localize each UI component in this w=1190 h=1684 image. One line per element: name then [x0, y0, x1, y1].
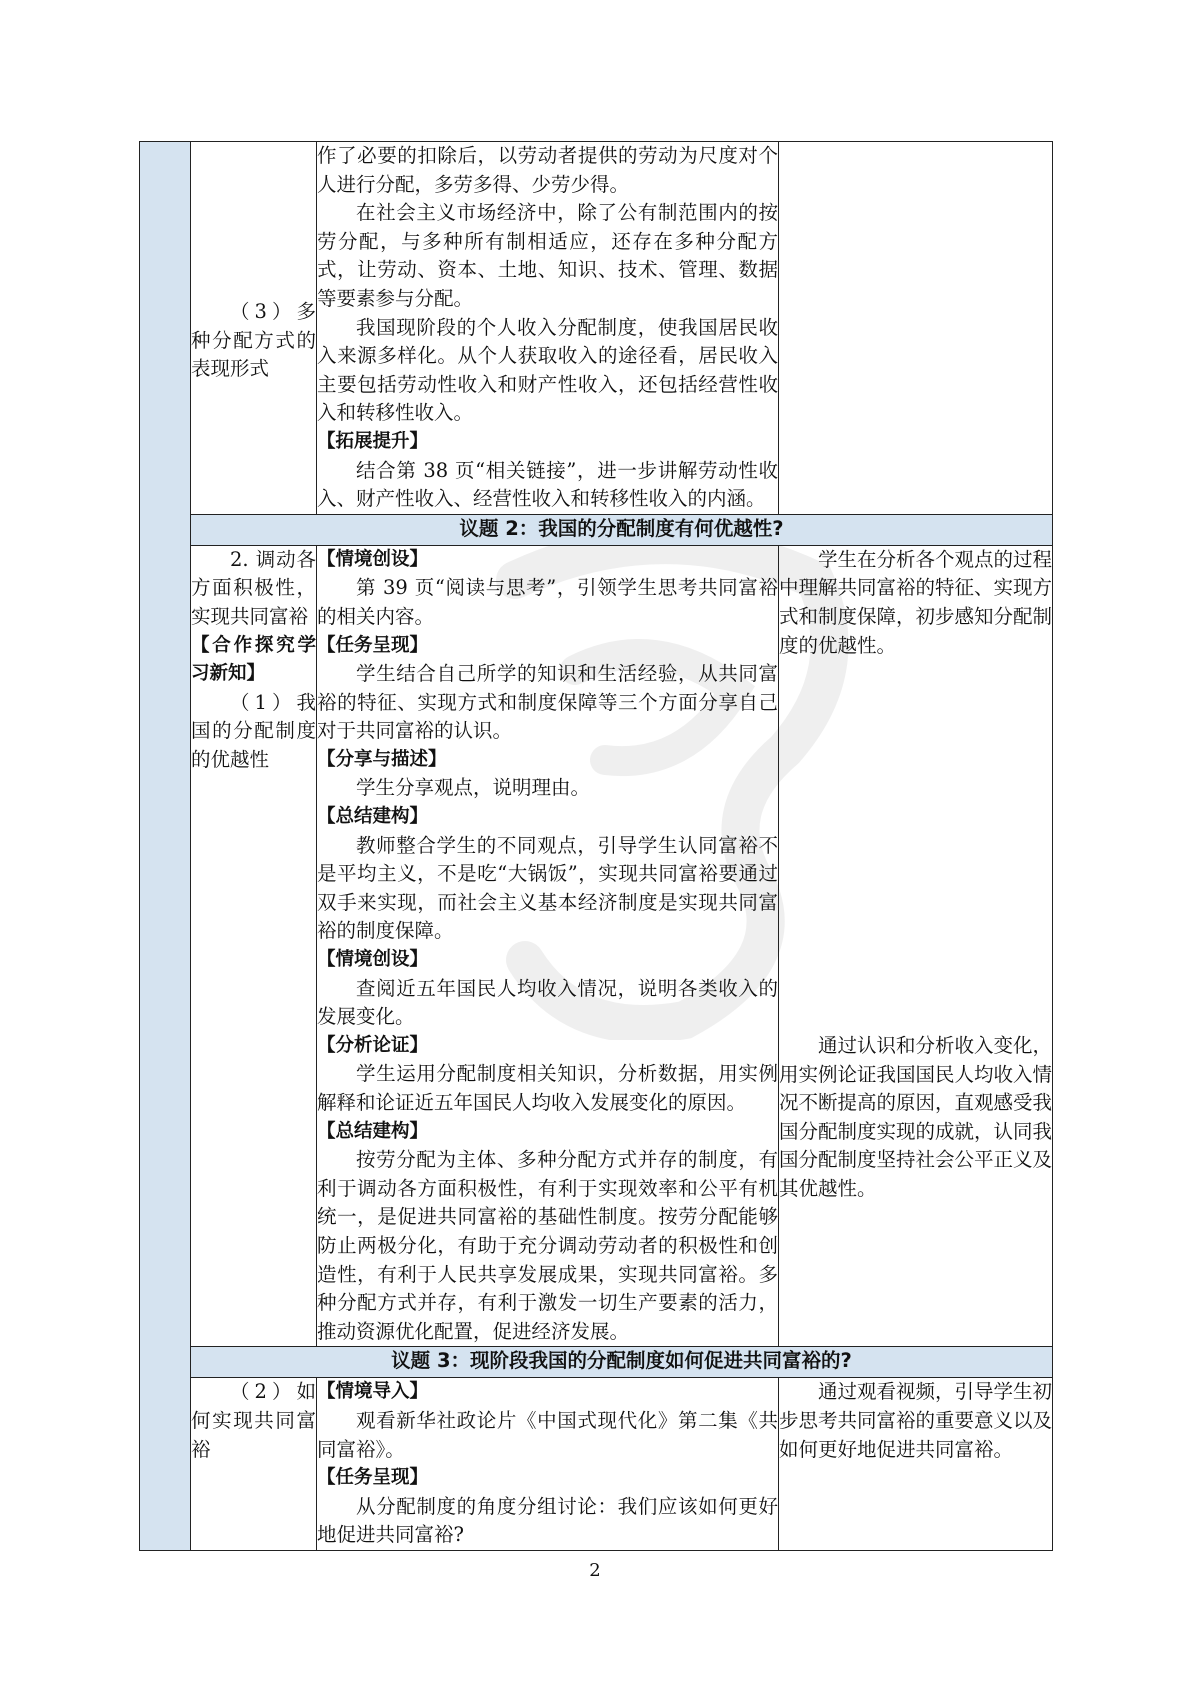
- lesson-plan-table: [139, 141, 1053, 1551]
- paragraph: 第 39 页“阅读与思考”，引领学生思考共同富裕的相关内容。: [317, 576, 778, 628]
- paragraph: 在社会主义市场经济中，除了公有制范围内的按劳分配，与多种所有制相适应，还存在多种分配方式，让劳动、资本、土地、知识、技术、管理、数据等要素参与分配。: [317, 201, 778, 310]
- paragraph: 按劳分配为主体、多种分配方式并存的制度，有利于调动各方面积极性，有利于实现效率和公平有机统一，是促进共同富裕的基础性制度。按劳分配能够防止两极分化，有助于充分调动劳动者的积极性和创造性，有利于人民共享发展成果，实现共同富裕。多种分配方式并存，有利于激发一切生产要素的活力，推动资源优化配置，促进经济发展。: [317, 1148, 778, 1343]
- topic-band-2: 议题 2：我国的分配制度有何优越性?: [191, 514, 1053, 545]
- paragraph: 学生分享观点，说明理由。: [356, 776, 591, 800]
- paragraph: 结合第 38 页“相关链接”，进一步讲解劳动性收入、财产性收入、经营性收入和转移性收入的内涵。: [317, 458, 778, 511]
- topic-band-3: 议题 3：现阶段我国的分配制度如何促进共同富裕的?: [191, 1347, 1053, 1378]
- intent-cell: [779, 142, 1053, 515]
- paragraph: 作了必要的扣除后，以劳动者提供的劳动为尺度对个人进行分配，多劳多得、少劳少得。: [317, 144, 778, 196]
- page-number: 2: [589, 1560, 601, 1581]
- intent-text: 学生在分析各个观点的过程中理解共同富裕的特征、实现方式和制度保障，初步感知分配制度的优越性。: [779, 547, 1053, 657]
- section-heading: 【总结建构】: [317, 1120, 429, 1142]
- intent-cell: [779, 1378, 1053, 1551]
- paragraph: 查阅近五年国民人均收入情况，说明各类收入的发展变化。: [317, 976, 778, 1029]
- section-heading: 【任务呈现】: [317, 1467, 429, 1489]
- section-heading: 【情境创设】: [317, 949, 429, 971]
- activity-cell: [317, 1378, 779, 1551]
- section-heading: 【任务呈现】: [317, 634, 429, 656]
- topic-label-bold: 【合作探究学习新知】: [191, 634, 316, 685]
- topic-label: （3）多种分配方式的表现形式: [191, 300, 316, 381]
- section-heading: 【总结建构】: [317, 806, 429, 828]
- section-heading: 【分析论证】: [317, 1034, 429, 1056]
- section-heading: 【分享与描述】: [317, 748, 447, 770]
- paragraph: 从分配制度的角度分组讨论：我们应该如何更好地促进共同富裕?: [317, 1494, 778, 1547]
- table-row: [140, 1347, 1053, 1378]
- activity-cell: [317, 545, 779, 1347]
- topic-cell: [191, 142, 317, 515]
- topic-cell: [191, 545, 317, 1347]
- topic-label: （2）如何实现共同富裕: [191, 1380, 316, 1461]
- table-row: [140, 545, 1053, 1347]
- table-row: [140, 514, 1053, 545]
- intent-text: 通过观看视频，引导学生初步思考共同富裕的重要意义以及如何更好地促进共同富裕。: [779, 1380, 1053, 1461]
- paragraph: 学生结合自己所学的知识和生活经验，从共同富裕的特征、实现方式和制度保障等三个方面分享自己对于共同富裕的认识。: [317, 662, 778, 743]
- section-heading: 【情境创设】: [317, 548, 429, 570]
- table-row: [140, 142, 1053, 515]
- paragraph: 教师整合学生的不同观点，引导学生认同富裕不是平均主义，不是吃“大锅饭”，实现共同富裕要通过双手来实现，而社会主义基本经济制度是实现共同富裕的制度保障。: [317, 833, 778, 943]
- intent-cell: [779, 545, 1053, 1347]
- section-heading: 【情境导入】: [317, 1381, 429, 1403]
- paragraph: 我国现阶段的个人收入分配制度，使我国居民收入来源多样化。从个人获取收入的途径看，居民收入主要包括劳动性收入和财产性收入，还包括经营性收入和转移性收入。: [317, 315, 778, 425]
- topic-cell: [191, 1378, 317, 1551]
- activity-cell: [317, 142, 779, 515]
- topic-label: 2. 调动各方面积极性，实现共同富裕: [191, 547, 316, 628]
- paragraph: 学生运用分配制度相关知识，分析数据，用实例解释和论证近五年国民人均收入发展变化的原因。: [317, 1062, 778, 1114]
- paragraph: 观看新华社政论片《中国式现代化》第二集《共同富裕》。: [317, 1408, 778, 1461]
- section-heading: 【拓展提升】: [317, 430, 429, 452]
- intent-text: 通过认识和分析收入变化，用实例论证我国国民人均收入情况不断提高的原因，直观感受我国分配制度实现的成就，认同我国分配制度坚持社会公平正义及其优越性。: [779, 1034, 1053, 1201]
- table-row: [140, 1378, 1053, 1551]
- side-stripe: [140, 142, 191, 1551]
- topic-label: （1）我国的分配制度的优越性: [191, 690, 316, 771]
